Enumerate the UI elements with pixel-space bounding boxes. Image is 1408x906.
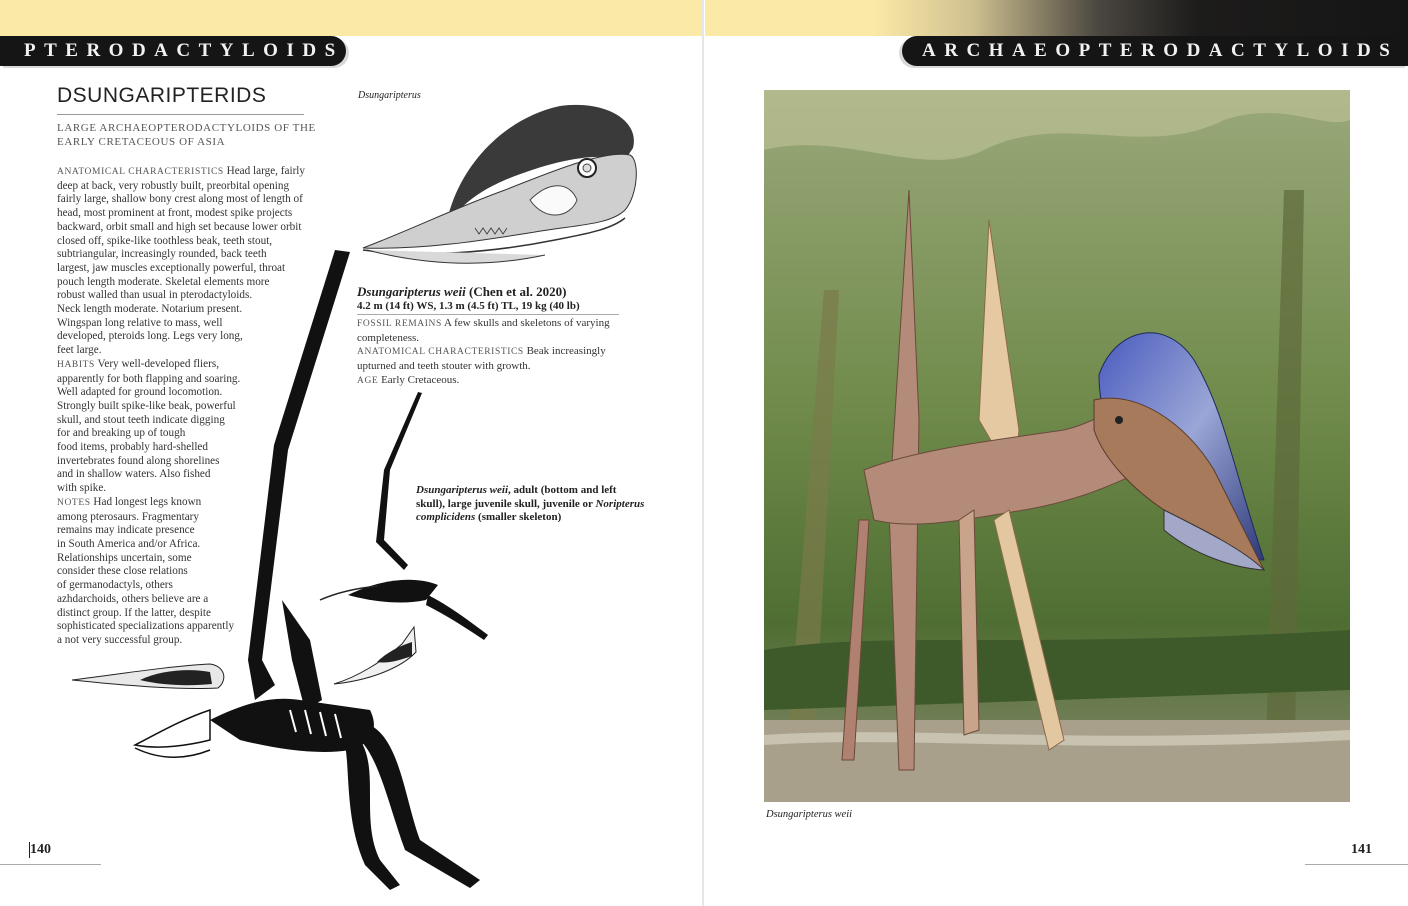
body-line: Strongly built spike-like beak, powerful: [57, 399, 236, 412]
body-line: closed off, spike-like toothless beak, teeth stout,: [57, 234, 273, 247]
body-line: remains may indicate presence: [57, 524, 195, 537]
body-line: and in shallow waters. Also fished: [57, 468, 211, 481]
age-text: Early Cretaceous.: [381, 373, 460, 386]
habits-label: HABITS: [57, 359, 95, 370]
body-line: subtriangular, increasingly rounded, back teeth: [57, 248, 267, 261]
caption-text: , adult (bottom and left skull), large juvenile skull, juvenile or: [416, 484, 617, 510]
species-name: Dsungaripterus weii: [357, 284, 466, 299]
body-line: Relationships uncertain, some: [57, 551, 192, 564]
left-running-header: PTERODACTYLOIDS: [0, 36, 346, 66]
body-line: a not very successful group.: [57, 633, 183, 646]
dsungaripterus-painting: [764, 90, 1350, 802]
body-line: apparently for both flapping and soaring.: [57, 372, 241, 385]
fossil-label: FOSSIL REMAINS: [357, 319, 442, 329]
body-line: deep at back, very robustly built, preorbital opening: [57, 179, 290, 192]
body-line: pouch length moderate. Skeletal elements more: [57, 275, 270, 288]
body-line: for and breaking up of tough: [57, 427, 186, 440]
footer-rule-right: [1305, 864, 1408, 865]
body-line: fairly large, shallow bony crest along most of length of: [57, 193, 303, 206]
body-line: azhdarchoids, others believe are a: [57, 592, 209, 605]
body-line: backward, orbit small and high set because lower orbit: [57, 220, 302, 233]
title-rule: [57, 114, 304, 115]
body-line: invertebrates found along shorelines: [57, 454, 220, 467]
body-line: developed, pteroids long. Legs very long,: [57, 330, 243, 343]
body-line: feet large.: [57, 344, 102, 357]
page-number-left: 140: [30, 842, 51, 857]
body-line: skull, and stout teeth indicate digging: [57, 413, 225, 426]
species-authority: (Chen et al. 2020): [468, 284, 567, 299]
body-line: Had longest legs known: [93, 495, 202, 508]
caption-text-2: (smaller skeleton): [475, 511, 562, 523]
body-line: robust walled than usual in pterodactyloids.: [57, 289, 253, 302]
body-line: largest, jaw muscles exceptionally powerful, throat: [57, 261, 286, 274]
right-running-header: ARCHAEOPTERODACTYLOIDS: [902, 36, 1408, 66]
body-line: Wingspan long relative to mass, well: [57, 316, 223, 329]
body-line: Well adapted for ground locomotion.: [57, 386, 223, 399]
section-title: DSUNGARIPTERIDS: [57, 84, 267, 107]
species-line: completeness.: [357, 331, 420, 344]
page-gutter: [702, 0, 704, 906]
body-line: Very well-developed fliers,: [97, 357, 219, 370]
body-line: in South America and/or Africa.: [57, 537, 201, 550]
species-line: A few skulls and skeletons of varying: [444, 317, 610, 329]
painting-caption: Dsungaripterus weii: [766, 809, 853, 820]
caption-species: Dsungaripterus weii: [416, 484, 508, 496]
notes-label: NOTES: [57, 497, 91, 508]
body-line: of germanodactyls, others: [57, 579, 173, 592]
body-line: Neck length moderate. Notarium present.: [57, 303, 243, 316]
body-line: consider these close relations: [57, 565, 188, 578]
species-line: upturned and teeth stouter with growth.: [357, 360, 531, 373]
species-stats: 4.2 m (14 ft) WS, 1.3 m (4.5 ft) TL, 19 kg (40 lb): [357, 300, 580, 312]
species-line: Beak increasingly: [526, 345, 606, 358]
juvenile-skull-illustration: [70, 658, 230, 698]
skull-figure-label: Dsungaripterus: [358, 90, 421, 101]
anatomical-label: ANATOMICAL CHARACTERISTICS: [57, 167, 224, 177]
top-band-right: [705, 0, 1408, 36]
body-line: among pterosaurs. Fragmentary: [57, 510, 199, 523]
body-line: Head large, fairly: [226, 165, 306, 177]
page-number-right: 141: [1351, 842, 1372, 857]
caption-species-2: Noripterus complicidens: [416, 497, 645, 523]
age-label: AGE: [357, 375, 379, 386]
body-line: with spike.: [57, 482, 107, 495]
small-skull-illustration: [332, 622, 422, 692]
top-band-left: [0, 0, 703, 36]
body-line: food items, probably hard-shelled: [57, 441, 208, 454]
body-line: distinct group. If the latter, despite: [57, 606, 211, 619]
species-anat-label: ANATOMICAL CHARACTERISTICS: [357, 347, 524, 358]
body-line: sophisticated specializations apparently: [57, 620, 235, 633]
body-line: head, most prominent at front, modest spike projects: [57, 207, 293, 220]
small-skeleton-illustration: [318, 390, 498, 650]
section-subtitle: LARGE ARCHAEOPTERODACTYLOIDS OF THE EARLY CRETACEOUS OF ASIA: [57, 122, 316, 148]
footer-rule-left: [0, 864, 101, 865]
